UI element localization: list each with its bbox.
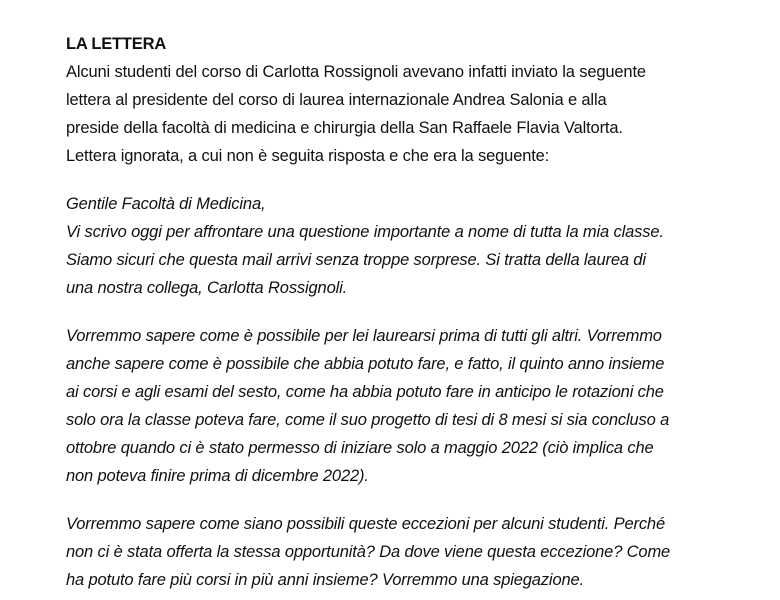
intro-line: Lettera ignorata, a cui non è seguita risposta e che era la seguente: (66, 147, 550, 165)
letter-line: non poteva finire prima di dicembre 2022). (66, 467, 369, 485)
letter-line: Vorremmo sapere come è possibile per lei laurearsi prima di tutti gli altri. Vorremmo (66, 327, 662, 345)
letter-line: anche sapere come è possibile che abbia potuto fare, e fatto, il quinto anno insieme (66, 355, 665, 373)
letter-line: Vorremmo sapere come siano possibili queste eccezioni per alcuni studenti. Perché (66, 515, 665, 533)
letter-line: una nostra collega, Carlotta Rossignoli. (66, 279, 348, 297)
paragraph-gap (66, 490, 706, 510)
paragraph-gap (66, 302, 706, 322)
letter-paragraph-2 (66, 322, 706, 490)
intro-paragraph (66, 58, 706, 170)
letter-line: solo ora la classe poteva fare, come il suo progetto di tesi di 8 mesi si sia concluso a (66, 411, 670, 429)
intro-line: Alcuni studenti del corso di Carlotta Rossignoli avevano infatti inviato la seguente (66, 63, 646, 81)
intro-line: preside della facoltà di medicina e chirurgia della San Raffaele Flavia Valtorta. (66, 119, 623, 137)
letter-line: ai corsi e agli esami del sesto, come ha abbia potuto fare in anticipo le rotazioni che (66, 383, 664, 401)
letter-paragraph-1 (66, 190, 706, 302)
paragraph-gap (66, 170, 706, 190)
letter-line: Vi scrivo oggi per affrontare una questione importante a nome di tutta la mia classe. (66, 223, 664, 241)
letter-line: ha potuto fare più corsi in più anni insieme? Vorremmo una spiegazione. (66, 571, 584, 589)
letter-line: ottobre quando ci è stato permesso di iniziare solo a maggio 2022 (ciò implica che (66, 439, 654, 457)
intro-line: lettera al presidente del corso di laurea internazionale Andrea Salonia e alla (66, 91, 607, 109)
letter-line: Gentile Facoltà di Medicina, (66, 195, 266, 213)
article-body (66, 30, 706, 594)
letter-paragraph-3 (66, 510, 706, 594)
section-heading: LA LETTERA (66, 35, 167, 53)
letter-line: non ci è stata offerta la stessa opportunità? Da dove viene questa eccezione? Come (66, 543, 671, 561)
letter-line: Siamo sicuri che questa mail arrivi senza troppe sorprese. Si tratta della laurea di (66, 251, 646, 269)
